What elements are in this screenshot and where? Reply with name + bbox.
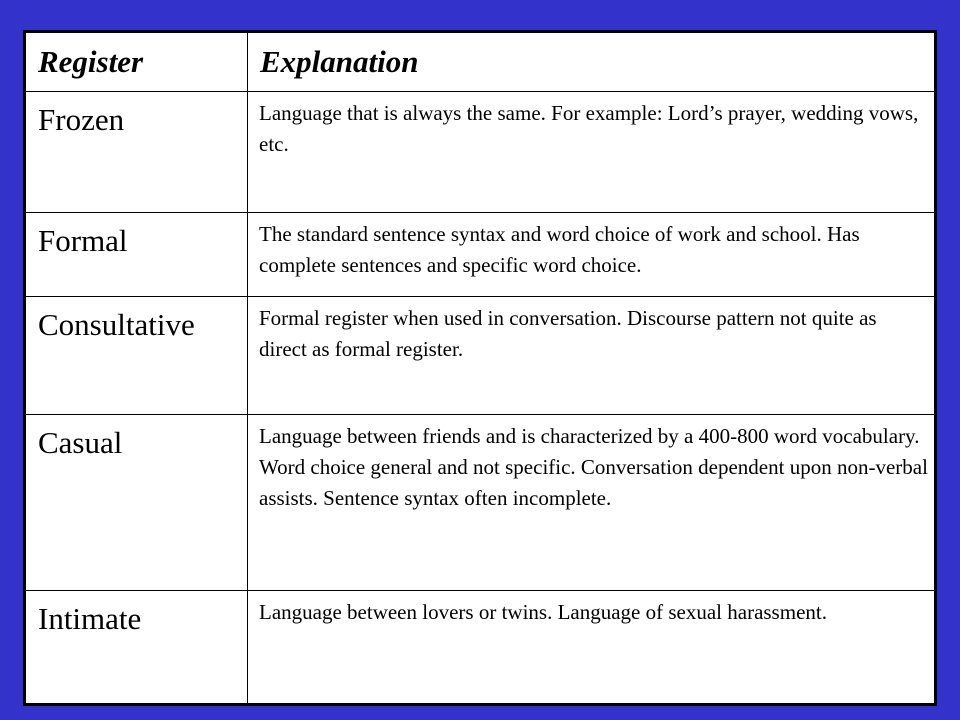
register-name-cell: Casual xyxy=(25,415,248,591)
explanation-cell: Formal register when used in conversation. Discourse pattern not quite as direct as formal register. xyxy=(248,297,936,415)
table-row xyxy=(25,591,936,705)
table-row xyxy=(25,415,936,591)
register-name-cell: Intimate xyxy=(25,591,248,705)
table-header-row xyxy=(25,32,936,92)
table-row xyxy=(25,92,936,213)
table-row xyxy=(25,297,936,415)
register-name-cell: Formal xyxy=(25,213,248,297)
register-name-cell: Consultative xyxy=(25,297,248,415)
explanation-cell: The standard sentence syntax and word choice of work and school. Has complete sentences and specific word choice. xyxy=(248,213,936,297)
header-register: Register xyxy=(25,32,248,92)
explanation-cell: Language that is always the same. For example: Lord’s prayer, wedding vows, etc. xyxy=(248,92,936,213)
register-name-cell: Frozen xyxy=(25,92,248,213)
explanation-cell: Language between friends and is characterized by a 400-800 word vocabulary. Word choice general and not specific. Conversation dependent upon non-verbal assists. Sentence syntax often incomplete. xyxy=(248,415,936,591)
explanation-cell: Language between lovers or twins. Language of sexual harassment. xyxy=(248,591,936,705)
register-table xyxy=(23,30,937,706)
header-explanation: Explanation xyxy=(248,32,936,92)
table-row xyxy=(25,213,936,297)
